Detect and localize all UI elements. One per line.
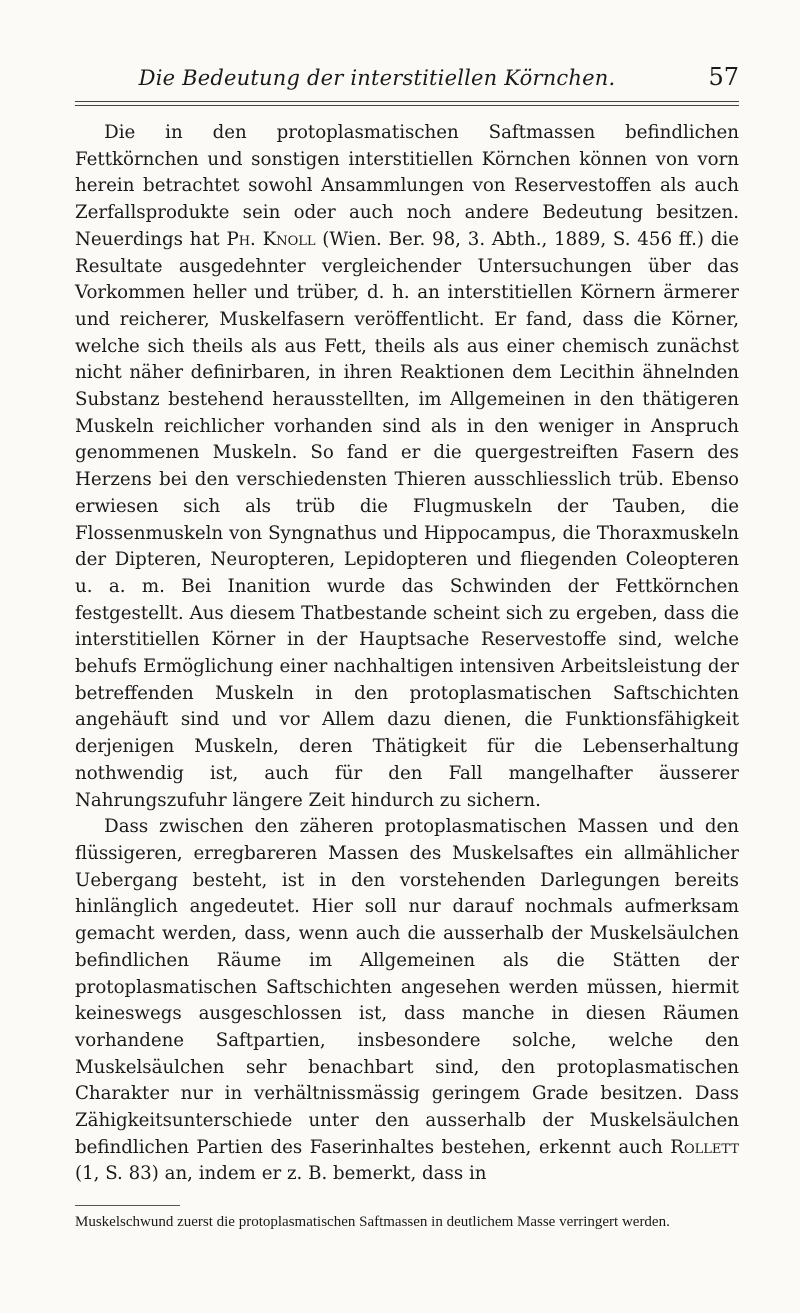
paragraph-2 <box>75 814 739 1188</box>
paragraph-2-text-b: (1, S. 83) an, indem er z. B. bemerkt, dass in <box>75 1163 487 1185</box>
header-rule-bottom <box>75 105 739 106</box>
paragraph-2-text-a: Dass zwischen den zäheren protoplasmatischen Massen und den flüssigeren, erregbareren Massen des Muskelsaftes ein allmählicher Uebergang besteht, ist in den vorstehenden Darlegungen bereits hinlänglich angedeutet. Hier soll nur darauf nochmals aufmerksam gemacht werden, dass, wenn auch die ausserhalb der Muskelsäulchen befindlichen Räume im Allgemeinen als die Stätten der protoplasmatischen Saftschichten angesehen werden müssen, hiermit keineswegs ausgeschlossen ist, dass manche in diesen Räumen vorhandene Saftpartien, insbesondere solche, welche den Muskelsäulchen sehr benachbart sind, den protoplasmatischen Charakter nur in verhältnissmässig geringem Grade besitzen. Dass Zähigkeitsunterschiede unter den ausserhalb der Muskelsäulchen befindlichen Partien des Faserinhaltes bestehen, erkennt auch <box>75 816 739 1158</box>
footnote-rule <box>75 1205 180 1206</box>
footnote: Muskelschwund zuerst die protoplasmatischen Saftmassen in deutlichem Masse verringert werden. <box>75 1214 670 1230</box>
page-header <box>75 63 739 100</box>
body-text <box>75 120 739 1188</box>
page-number: 57 <box>708 63 739 91</box>
running-title: Die Bedeutung der interstitiellen Körnchen. <box>138 66 616 90</box>
paragraph-1-text-b: (Wien. Ber. 98, 3. Abth., 1889, S. 456 ff.) die Resultate ausgedehnter vergleichender Untersuchungen über das Vorkommen heller und trüber, d. h. an interstitiellen Körnern ärmerer und reicherer, Muskelfasern veröffentlicht. Er fand, dass die Körner, welche sich theils als aus Fett, theils als aus einer chemisch zunächst nicht näher definirbaren, in ihren Reaktionen dem Lecithin ähnelnden Substanz bestehend herausstellten, im Allgemeinen in den thätigeren Muskeln reichlicher vorhanden sind als in den weniger in Anspruch genommenen Muskeln. So fand er die quergestreiften Fasern des Herzens bei den verschiedensten Thieren ausschliesslich trüb. Ebenso erwiesen sich als trüb die Flugmuskeln der Tauben, die Flossenmuskeln von Syngnathus und Hippocampus, die Thoraxmuskeln der Dipteren, Neuropteren, Lepidopteren und fliegenden Coleopteren u. a. m. Bei Inanition wurde das Schwinden der Fettkörnchen festgestellt. Aus diesem Thatbestande scheint sich zu ergeben, dass die interstitiellen Körner in der Hauptsache Reservestoffe sind, welche behufs Ermöglichung einer nachhaltigen intensiven Arbeitsleistung der betreffenden Muskeln in den protoplasmatischen Saftschichten angehäuft sind und vor Allem dazu dienen, die Funktionsfähigkeit derjenigen Muskeln, deren Thätigkeit für die Lebenserhaltung nothwendig ist, auch für den Fall mangelhafter äusserer Nahrungszufuhr längere Zeit hindurch zu sichern. <box>75 228 739 811</box>
header-rule-top <box>75 101 739 102</box>
paragraph-1-text-a: Die in den protoplasmatischen Saftmassen befindlichen Fettkörnchen und sonstigen interstitiellen Körnchen können von vorn herein betrachtet sowohl Ansammlungen von Reservestoffen als auch Zerfallsprodukte sein oder auch noch andere Bedeutung besitzen. Neuerdings hat <box>75 122 739 250</box>
author-knoll: Ph. Knoll <box>226 228 316 250</box>
author-rollett: Rollett <box>670 1136 739 1158</box>
paragraph-1 <box>75 120 739 814</box>
